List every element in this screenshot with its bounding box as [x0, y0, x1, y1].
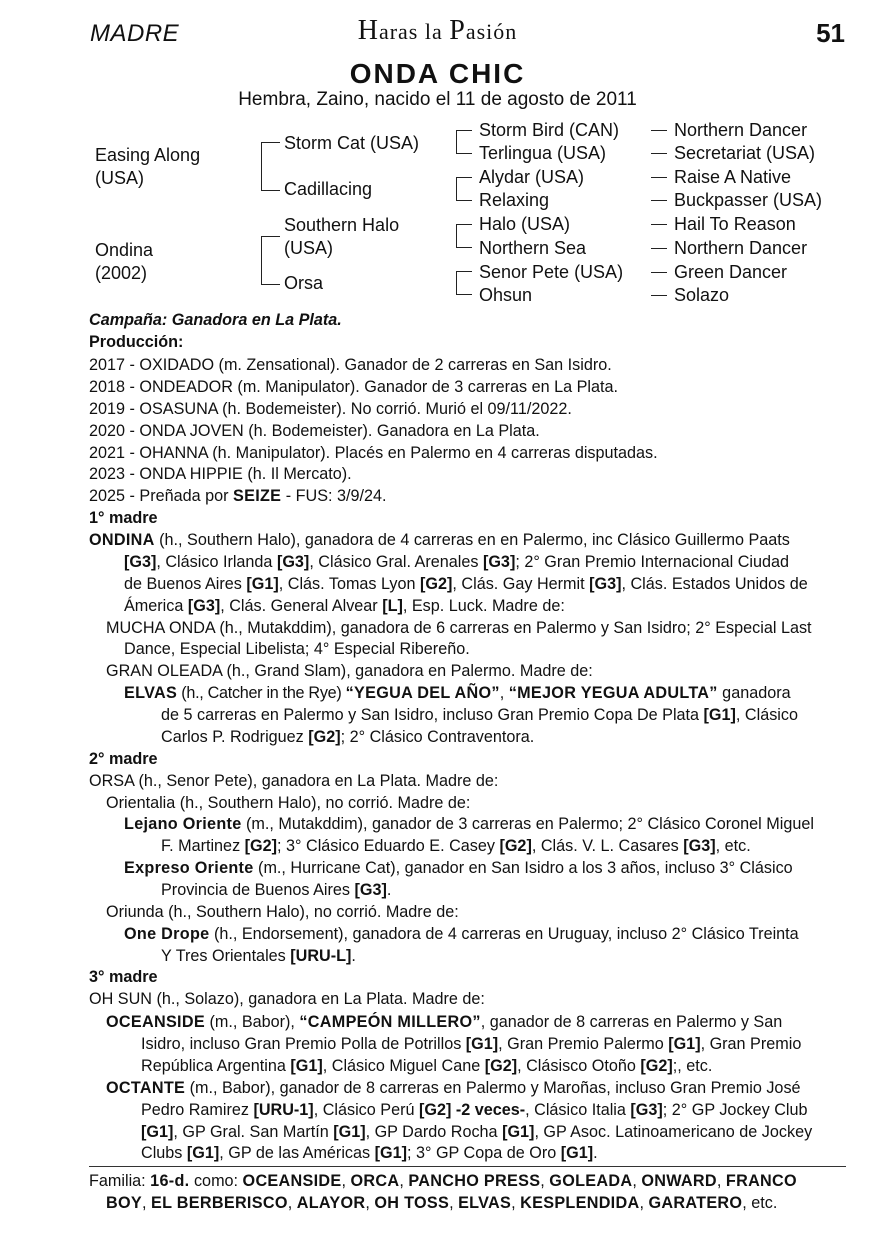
horse-name: GOLEADA — [549, 1172, 633, 1190]
production-item: 2017 - OXIDADO (m. Zensational). Ganador de 2 carreras en San Isidro. — [89, 356, 612, 374]
campaign: Campaña: Ganadora en La Plata. — [89, 311, 342, 329]
dam3-line5 — [106, 1077, 801, 1099]
ped-bracket-dam — [261, 236, 280, 285]
ped-g4-4: Buckpasser (USA) — [674, 190, 823, 210]
horse-name: PANCHO PRESS — [408, 1172, 541, 1190]
text: ; 2° GP Jockey Club — [662, 1101, 808, 1119]
text: de Buenos Aires — [124, 575, 247, 593]
text: , Clás. Gay Hermit — [452, 575, 590, 593]
grade: [G3] — [630, 1101, 663, 1119]
dam1-line6: Dance, Especial Libelista; 4° Especial Ribereño. — [124, 640, 470, 658]
grade: [G3] — [124, 553, 157, 571]
text: , — [716, 1172, 726, 1190]
dam2-line1: ORSA (h., Senor Pete), ganadora en La Plata. Madre de: — [89, 772, 499, 790]
ped-g3-3: Alydar (USA) — [479, 167, 585, 187]
horse-name: OH TOSS — [374, 1194, 450, 1212]
horse-name: ORCA — [350, 1172, 400, 1190]
text: , Clásisco Otoño — [517, 1057, 641, 1075]
text: ; 3° GP Copa de Oro — [407, 1144, 561, 1162]
horse-name: One Drope — [124, 925, 210, 943]
text: , — [499, 684, 509, 702]
text: , Gran Premio — [700, 1035, 802, 1053]
grade: [G3] — [589, 575, 622, 593]
grade: [G1] — [502, 1123, 535, 1141]
ped-dash-3 — [651, 177, 667, 178]
ped-g3-5: Halo (USA) — [479, 214, 571, 234]
grade: [G1] — [246, 575, 279, 593]
ped-dd: Orsa — [284, 273, 324, 293]
horse-name: ONWARD — [641, 1172, 717, 1190]
pregnancy-suffix: - FUS: 3/9/24. — [281, 487, 387, 505]
text: , Gran Premio Palermo — [498, 1035, 669, 1053]
horse-name: Expreso Oriente — [124, 859, 254, 877]
family-number: 16-d. — [150, 1172, 190, 1190]
grade: [G1] — [141, 1123, 174, 1141]
horse-name: BOY — [106, 1194, 142, 1212]
text: , Clásico Irlanda — [156, 553, 277, 571]
text: , GP de las Américas — [219, 1144, 375, 1162]
grade: [G1] — [333, 1123, 366, 1141]
dam3-line8 — [141, 1142, 598, 1164]
ped-bracket-g3-3 — [456, 224, 472, 248]
text: , Clásico Gral. Arenales — [309, 553, 483, 571]
grade: [URU-L] — [290, 947, 352, 965]
text: , — [365, 1194, 375, 1212]
ped-ds-line1: Southern Halo — [284, 215, 400, 235]
grade: [G2] — [244, 837, 278, 855]
ped-bracket-sire — [261, 142, 280, 191]
dam1-line8 — [124, 682, 791, 704]
text: , Clásico Miguel Cane — [322, 1057, 485, 1075]
dam1-line3 — [124, 573, 808, 595]
ped-g3-4: Relaxing — [479, 190, 550, 210]
stud-part-2: asión — [465, 19, 518, 44]
horse-name: Lejano Oriente — [124, 815, 242, 833]
ped-ss: Storm Cat (USA) — [284, 133, 420, 153]
dam1-line7: GRAN OLEADA (h., Grand Slam), ganadora en Palermo. Madre de: — [106, 662, 593, 680]
text: Ámerica — [124, 597, 188, 615]
text: como: — [189, 1172, 243, 1190]
text: , — [141, 1194, 151, 1212]
ped-g3-1: Storm Bird (CAN) — [479, 120, 620, 140]
grade: [G3] — [482, 553, 516, 571]
ped-g3-6: Northern Sea — [479, 238, 587, 258]
text: (m., Babor), ganador de 8 carreras en Palermo y Maroñas, incluso Gran Premio José — [185, 1079, 801, 1097]
production-item: 2019 - OSASUNA (h. Bodemeister). No corrió. Murió el 09/11/2022. — [89, 400, 572, 418]
ped-g3-2: Terlingua (USA) — [479, 143, 607, 163]
text: , — [287, 1194, 297, 1212]
text: . — [386, 881, 392, 899]
text: ; 3° Clásico Eduardo E. Casey — [277, 837, 500, 855]
text: (h., Catcher in the Rye) — [177, 684, 346, 702]
horse-description: Hembra, Zaino, nacido el 11 de agosto de 2011 — [238, 89, 637, 110]
text: , — [632, 1172, 642, 1190]
stud-part-1: aras la — [378, 19, 450, 44]
ped-g4-6: Northern Dancer — [674, 238, 808, 258]
dam2-line2: Orientalia (h., Southern Halo), no corrió. Madre de: — [106, 794, 471, 812]
ped-sd: Cadillacing — [284, 179, 373, 199]
ped-g3-7: Senor Pete (USA) — [479, 262, 624, 282]
ped-dash-5 — [651, 224, 667, 225]
horse-name: OCEANSIDE — [106, 1013, 205, 1031]
ped-bracket-g3-1 — [456, 130, 472, 154]
grade: [G1] — [465, 1035, 499, 1053]
dam1-line10 — [161, 726, 534, 748]
grade: [G1] — [290, 1057, 323, 1075]
text: . — [351, 947, 356, 965]
production-item: 2023 - ONDA HIPPIE (h. Il Mercato). — [89, 465, 352, 483]
ped-dash-8 — [651, 295, 667, 296]
text: . — [593, 1144, 598, 1162]
dam3-line6 — [141, 1099, 808, 1121]
pregnancy-sire: SEIZE — [233, 487, 282, 505]
text: , ganador de 8 carreras en Palermo y San — [480, 1013, 783, 1031]
dam1-heading: 1° madre — [89, 509, 158, 527]
ped-ds-line2: (USA) — [284, 238, 333, 258]
text: , — [511, 1194, 521, 1212]
horse-name: OCEANSIDE — [242, 1172, 342, 1190]
text: Familia: — [89, 1172, 151, 1190]
text: Pedro Ramirez — [141, 1101, 254, 1119]
text: , Clásico — [735, 706, 798, 724]
production-item: 2020 - ONDA JOVEN (h. Bodemeister). Ganadora en La Plata. — [89, 422, 540, 440]
horse-name: FRANCO — [725, 1172, 797, 1190]
ped-dash-2 — [651, 153, 667, 154]
text: , Clás. Estados Unidos de — [621, 575, 808, 593]
family-line2 — [106, 1192, 777, 1214]
text: República Argentina — [141, 1057, 291, 1075]
horse-name: EL BERBERISCO — [150, 1194, 288, 1212]
ped-dash-7 — [651, 272, 667, 273]
header-madre-label: MADRE — [90, 20, 180, 47]
text: de 5 carreras en Palermo y San Isidro, incluso Gran Premio Copa De Plata — [161, 706, 704, 724]
dam1-line5: MUCHA ONDA (h., Mutakddim), ganadora de 6 carreras en Palermo y San Isidro; 2° Especial Last — [106, 619, 812, 637]
award: “CAMPEÓN MILLERO” — [299, 1013, 481, 1031]
text: , etc. — [715, 837, 751, 855]
grade: [G2] -2 veces- — [418, 1101, 526, 1119]
dam2-line4 — [161, 835, 751, 857]
grade: [G3] — [187, 597, 221, 615]
text: Provincia de Buenos Aires — [161, 881, 355, 899]
horse-name: ONDA CHIC — [349, 58, 526, 89]
text: , Clás. Tomas Lyon — [278, 575, 421, 593]
ped-bracket-g3-4 — [456, 271, 472, 295]
text: Y Tres Orientales — [161, 947, 291, 965]
text: , Esp. Luck. Madre de: — [402, 597, 565, 615]
dam2-line7: Oriunda (h., Southern Halo), no corrió. Madre de: — [106, 903, 459, 921]
ped-g4-7: Green Dancer — [674, 262, 788, 282]
horse-name: GARATERO — [648, 1194, 743, 1212]
stud-initial-2: P — [449, 15, 466, 46]
dam2-line9 — [161, 945, 356, 967]
horse-name: ALAYOR — [296, 1194, 366, 1212]
ped-g4-3: Raise A Native — [674, 167, 792, 187]
ped-g3-8: Ohsun — [479, 285, 533, 305]
text: , — [399, 1172, 409, 1190]
text: , — [639, 1194, 649, 1212]
production-item: 2018 - ONDEADOR (m. Manipulator). Ganador de 3 carreras en La Plata. — [89, 378, 619, 396]
page-number: 51 — [816, 18, 845, 48]
ped-bracket-g3-2 — [456, 177, 472, 201]
ped-sire-line1: Easing Along — [95, 145, 201, 165]
family-line1 — [89, 1170, 797, 1192]
production-item-last — [89, 485, 387, 507]
award: “YEGUA DEL AÑO” — [345, 684, 500, 702]
ped-sire-line2: (USA) — [95, 168, 144, 188]
text: , etc. — [742, 1194, 778, 1212]
grade: [G1] — [560, 1144, 594, 1162]
grade: [G1] — [186, 1144, 220, 1162]
ped-dam-line1: Ondina — [95, 240, 154, 260]
text: , — [449, 1194, 459, 1212]
text: Clubs — [141, 1144, 187, 1162]
text: , GP Dardo Rocha — [365, 1123, 503, 1141]
text: ganadora — [717, 684, 791, 702]
ped-g4-5: Hail To Reason — [674, 214, 796, 234]
grade: [G2] — [420, 575, 453, 593]
text: , Clásico Perú — [313, 1101, 419, 1119]
stud-initial-1: H — [357, 15, 379, 46]
dam3-line3 — [141, 1033, 801, 1055]
dam2-line5 — [124, 857, 793, 879]
production-heading: Producción: — [89, 333, 184, 351]
grade: [G1] — [668, 1035, 701, 1053]
ped-g4-2: Secretariat (USA) — [674, 143, 816, 163]
dam1-name: ONDINA — [89, 531, 155, 549]
dam2-line8 — [124, 923, 799, 945]
text: ;, etc. — [672, 1057, 713, 1075]
grade: [G2] — [499, 837, 532, 855]
grade: [L] — [382, 597, 403, 615]
text: (m., Hurricane Cat), ganador en San Isidro a los 3 años, incluso 3° Clásico — [253, 859, 793, 877]
grade: [G2] — [308, 728, 341, 746]
text: , Clás. General Alvear — [220, 597, 383, 615]
dam1-line1 — [89, 529, 790, 551]
ped-g4-8: Solazo — [674, 285, 730, 305]
text: , GP Asoc. Latinoamericano de Jockey — [534, 1123, 813, 1141]
text: ; 2° Clásico Contraventora. — [340, 728, 535, 746]
text: (m., Babor), — [204, 1013, 300, 1031]
ped-g4-1: Northern Dancer — [674, 120, 808, 140]
text: (h., Endorsement), ganadora de 4 carreras en Uruguay, incluso 2° Clásico Treinta — [209, 925, 799, 943]
dam3-line1: OH SUN (h., Solazo), ganadora en La Plata. Madre de: — [89, 990, 485, 1008]
text: Isidro, incluso Gran Premio Polla de Potrillos — [141, 1035, 466, 1053]
text: , — [341, 1172, 351, 1190]
grade: [G3] — [683, 837, 716, 855]
dam1-text: (h., Southern Halo), ganadora de 4 carreras en en Palermo, inc Clásico Guillermo Paats — [154, 531, 790, 549]
dam1-line4 — [124, 595, 565, 617]
ped-dam-line2: (2002) — [95, 263, 148, 283]
text: (m., Mutakddim), ganador de 3 carreras en Palermo; 2° Clásico Coronel Miguel — [241, 815, 814, 833]
dam1-line2 — [124, 551, 789, 573]
dam2-heading: 2° madre — [89, 750, 158, 768]
dam2-line6 — [161, 879, 391, 901]
dam1-line9 — [161, 704, 798, 726]
ped-dash-6 — [651, 248, 667, 249]
dam2-line3 — [124, 813, 814, 835]
grade: [G2] — [484, 1057, 518, 1075]
award: “MEJOR YEGUA ADULTA” — [508, 684, 718, 702]
text: F. Martinez — [161, 837, 245, 855]
stud-name — [0, 15, 875, 47]
dam3-heading: 3° madre — [89, 968, 158, 986]
grade: [G1] — [703, 706, 736, 724]
horse-name: ELVAS — [124, 684, 178, 702]
text: , Clás. V. L. Casares — [531, 837, 684, 855]
ped-dash-4 — [651, 200, 667, 201]
horse-name: OCTANTE — [106, 1079, 186, 1097]
grade: [G2] — [640, 1057, 673, 1075]
horse-name: ELVAS — [458, 1194, 512, 1212]
text: , GP Gral. San Martín — [173, 1123, 334, 1141]
dam3-line7 — [141, 1121, 812, 1143]
grade: [URU-1] — [253, 1101, 314, 1119]
text: , — [540, 1172, 550, 1190]
pregnancy-prefix: 2025 - Preñada por — [89, 487, 233, 505]
horse-name: KESPLENDIDA — [520, 1194, 640, 1212]
grade: [G3] — [354, 881, 387, 899]
dam3-line4 — [141, 1055, 712, 1077]
production-item: 2021 - OHANNA (h. Manipulator). Placés en Palermo en 4 carreras disputadas. — [89, 444, 658, 462]
text: , Clásico Italia — [525, 1101, 631, 1119]
text: Carlos P. Rodriguez — [161, 728, 309, 746]
grade: [G1] — [374, 1144, 407, 1162]
ped-dash-1 — [651, 130, 667, 131]
grade: [G3] — [276, 553, 310, 571]
dam3-line2 — [106, 1011, 782, 1033]
family-divider — [89, 1166, 846, 1167]
text: ; 2° Gran Premio Internacional Ciudad — [515, 553, 790, 571]
